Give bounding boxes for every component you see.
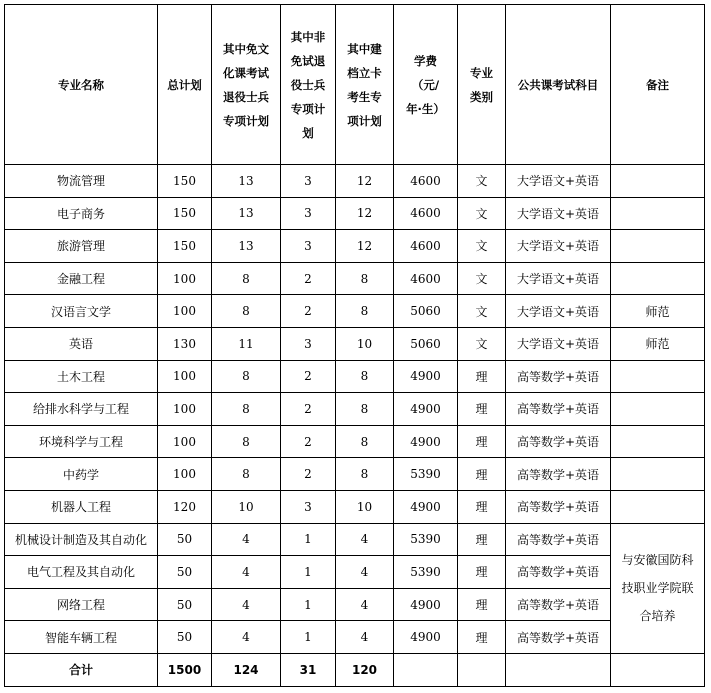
category-cell: 理 — [458, 458, 506, 491]
tuition-cell: 5060 — [394, 327, 458, 360]
nonexempt-plan-cell: 3 — [281, 165, 336, 198]
major-name-cell: 环境科学与工程 — [5, 425, 158, 458]
header-line: 其中免文 — [223, 41, 269, 56]
major-name-cell: 土木工程 — [5, 360, 158, 393]
tuition-cell: 4600 — [394, 165, 458, 198]
exempt-plan-cell: 4 — [212, 588, 281, 621]
tuition-cell: 4900 — [394, 393, 458, 426]
total-plan-cell: 150 — [158, 230, 212, 263]
category-cell: 文 — [458, 230, 506, 263]
total-plan-cell: 50 — [158, 588, 212, 621]
major-name-cell: 电气工程及其自动化 — [5, 556, 158, 589]
total-plan-cell: 100 — [158, 458, 212, 491]
tuition-cell: 5390 — [394, 458, 458, 491]
table-row — [5, 490, 705, 523]
card-plan-cell: 10 — [336, 327, 394, 360]
nonexempt-plan-cell: 2 — [281, 458, 336, 491]
exam-subjects-cell: 大学语文+英语 — [506, 197, 611, 230]
exempt-plan-cell: 13 — [212, 197, 281, 230]
header-exam-subjects: 公共课考试科目 — [506, 5, 611, 165]
nonexempt-plan-cell: 3 — [281, 327, 336, 360]
category-cell: 理 — [458, 556, 506, 589]
note-cell: 师范 — [611, 327, 705, 360]
total-plan-cell: 100 — [158, 425, 212, 458]
header-exempt-veteran-plan — [212, 5, 281, 165]
nonexempt-plan-cell: 3 — [281, 230, 336, 263]
exempt-plan-cell: 10 — [212, 490, 281, 523]
exempt-plan-cell: 8 — [212, 360, 281, 393]
joint-training-note-cell — [611, 523, 705, 653]
tuition-cell: 4600 — [394, 197, 458, 230]
category-cell: 文 — [458, 327, 506, 360]
nonexempt-plan-cell: 1 — [281, 588, 336, 621]
category-cell: 理 — [458, 588, 506, 621]
total-plan-cell: 50 — [158, 556, 212, 589]
exam-subjects-cell: 大学语文+英语 — [506, 262, 611, 295]
total-note-empty — [611, 653, 705, 686]
tuition-cell: 4900 — [394, 490, 458, 523]
major-name-cell: 旅游管理 — [5, 230, 158, 263]
exam-subjects-cell: 高等数学+英语 — [506, 490, 611, 523]
major-name-cell: 机器人工程 — [5, 490, 158, 523]
exempt-plan-cell: 8 — [212, 458, 281, 491]
card-plan-cell: 10 — [336, 490, 394, 523]
exam-subjects-cell: 高等数学+英语 — [506, 393, 611, 426]
card-plan-cell: 4 — [336, 556, 394, 589]
exempt-plan-cell: 8 — [212, 393, 281, 426]
exempt-plan-cell: 8 — [212, 295, 281, 328]
total-plan-cell: 50 — [158, 621, 212, 654]
note-cell — [611, 393, 705, 426]
exempt-plan-cell: 8 — [212, 262, 281, 295]
header-total-plan: 总计划 — [158, 5, 212, 165]
note-cell — [611, 490, 705, 523]
note-cell: 师范 — [611, 295, 705, 328]
tuition-cell: 4600 — [394, 230, 458, 263]
table-row — [5, 327, 705, 360]
category-cell: 理 — [458, 490, 506, 523]
exempt-plan-cell: 13 — [212, 165, 281, 198]
header-line: 免试退 — [290, 53, 326, 68]
table-row — [5, 523, 705, 556]
exempt-plan-cell: 4 — [212, 523, 281, 556]
category-cell: 理 — [458, 360, 506, 393]
table-row — [5, 458, 705, 491]
header-line: 项计划 — [347, 113, 382, 128]
exam-subjects-cell: 大学语文+英语 — [506, 327, 611, 360]
exam-subjects-cell: 大学语文+英语 — [506, 295, 611, 328]
table-row — [5, 197, 705, 230]
table-row — [5, 360, 705, 393]
table-row — [5, 425, 705, 458]
header-line: 类别 — [470, 89, 493, 104]
table-row — [5, 262, 705, 295]
total-plan-cell: 100 — [158, 393, 212, 426]
table-row — [5, 295, 705, 328]
total-card-sum: 120 — [336, 653, 394, 686]
total-plan-sum: 1500 — [158, 653, 212, 686]
header-line: 退役士兵 — [223, 89, 269, 104]
total-nonexempt-sum: 31 — [281, 653, 336, 686]
exam-subjects-cell: 高等数学+英语 — [506, 425, 611, 458]
enrollment-plan-table — [4, 4, 705, 687]
header-card-plan — [336, 5, 394, 165]
category-cell: 文 — [458, 295, 506, 328]
header-line: 专项计划 — [223, 113, 269, 128]
category-cell: 理 — [458, 621, 506, 654]
card-plan-cell: 12 — [336, 165, 394, 198]
header-line: 档立卡 — [347, 65, 382, 80]
header-line: 学费 — [414, 53, 437, 68]
total-row — [5, 653, 705, 686]
category-cell: 理 — [458, 393, 506, 426]
exam-subjects-cell: 高等数学+英语 — [506, 360, 611, 393]
exam-subjects-cell: 高等数学+英语 — [506, 621, 611, 654]
nonexempt-plan-cell: 3 — [281, 197, 336, 230]
nonexempt-plan-cell: 1 — [281, 556, 336, 589]
total-exempt-sum: 124 — [212, 653, 281, 686]
header-line: （元/ — [411, 77, 440, 92]
category-cell: 理 — [458, 425, 506, 458]
note-line: 与安徽国防科 — [621, 553, 694, 568]
major-name-cell: 电子商务 — [5, 197, 158, 230]
header-major-name: 专业名称 — [5, 5, 158, 165]
note-cell — [611, 165, 705, 198]
exempt-plan-cell: 13 — [212, 230, 281, 263]
note-cell — [611, 230, 705, 263]
header-line: 年·生） — [406, 101, 445, 116]
major-name-cell: 英语 — [5, 327, 158, 360]
tuition-cell: 4900 — [394, 425, 458, 458]
header-nonexempt-veteran-plan — [281, 5, 336, 165]
category-cell: 文 — [458, 197, 506, 230]
total-plan-cell: 150 — [158, 165, 212, 198]
major-name-cell: 给排水科学与工程 — [5, 393, 158, 426]
table-body — [5, 165, 705, 654]
exam-subjects-cell: 大学语文+英语 — [506, 230, 611, 263]
total-label: 合计 — [5, 653, 158, 686]
nonexempt-plan-cell: 3 — [281, 490, 336, 523]
total-fee-empty — [394, 653, 458, 686]
total-exam-empty — [506, 653, 611, 686]
nonexempt-plan-cell: 2 — [281, 295, 336, 328]
note-line: 合培养 — [639, 609, 676, 624]
tuition-cell: 4900 — [394, 360, 458, 393]
card-plan-cell: 12 — [336, 230, 394, 263]
table-row — [5, 230, 705, 263]
exempt-plan-cell: 11 — [212, 327, 281, 360]
nonexempt-plan-cell: 1 — [281, 621, 336, 654]
note-cell — [611, 197, 705, 230]
card-plan-cell: 8 — [336, 360, 394, 393]
total-plan-cell: 150 — [158, 197, 212, 230]
nonexempt-plan-cell: 2 — [281, 393, 336, 426]
card-plan-cell: 4 — [336, 621, 394, 654]
table-row — [5, 393, 705, 426]
major-name-cell: 智能车辆工程 — [5, 621, 158, 654]
table-row — [5, 165, 705, 198]
nonexempt-plan-cell: 2 — [281, 262, 336, 295]
header-note: 备注 — [611, 5, 705, 165]
card-plan-cell: 8 — [336, 425, 394, 458]
note-cell — [611, 458, 705, 491]
note-cell — [611, 425, 705, 458]
nonexempt-plan-cell: 1 — [281, 523, 336, 556]
header-line: 其中建 — [347, 41, 382, 56]
card-plan-cell: 8 — [336, 458, 394, 491]
card-plan-cell: 4 — [336, 523, 394, 556]
exam-subjects-cell: 高等数学+英语 — [506, 523, 611, 556]
category-cell: 文 — [458, 165, 506, 198]
exam-subjects-cell: 高等数学+英语 — [506, 556, 611, 589]
header-line: 役士兵 — [290, 77, 326, 92]
total-plan-cell: 50 — [158, 523, 212, 556]
major-name-cell: 机械设计制造及其自动化 — [5, 523, 158, 556]
card-plan-cell: 4 — [336, 588, 394, 621]
tuition-cell: 4600 — [394, 262, 458, 295]
major-name-cell: 金融工程 — [5, 262, 158, 295]
total-category-empty — [458, 653, 506, 686]
table-row — [5, 556, 705, 589]
header-line: 专业 — [470, 65, 493, 80]
header-line: 化课考试 — [223, 65, 269, 80]
header-line: 划 — [302, 125, 314, 140]
card-plan-cell: 12 — [336, 197, 394, 230]
header-tuition — [394, 5, 458, 165]
header-line: 考生专 — [347, 89, 382, 104]
tuition-cell: 5060 — [394, 295, 458, 328]
tuition-cell: 4900 — [394, 621, 458, 654]
tuition-cell: 5390 — [394, 523, 458, 556]
tuition-cell: 5390 — [394, 556, 458, 589]
total-plan-cell: 100 — [158, 360, 212, 393]
major-name-cell: 物流管理 — [5, 165, 158, 198]
note-cell — [611, 360, 705, 393]
major-name-cell: 汉语言文学 — [5, 295, 158, 328]
exam-subjects-cell: 高等数学+英语 — [506, 458, 611, 491]
tuition-cell: 4900 — [394, 588, 458, 621]
exam-subjects-cell: 高等数学+英语 — [506, 588, 611, 621]
total-plan-cell: 100 — [158, 262, 212, 295]
total-plan-cell: 130 — [158, 327, 212, 360]
card-plan-cell: 8 — [336, 295, 394, 328]
exam-subjects-cell: 大学语文+英语 — [506, 165, 611, 198]
category-cell: 文 — [458, 262, 506, 295]
table-row — [5, 588, 705, 621]
note-line: 技职业学院联 — [621, 581, 694, 596]
card-plan-cell: 8 — [336, 262, 394, 295]
header-major-category — [458, 5, 506, 165]
exempt-plan-cell: 4 — [212, 556, 281, 589]
major-name-cell: 中药学 — [5, 458, 158, 491]
nonexempt-plan-cell: 2 — [281, 425, 336, 458]
note-cell — [611, 262, 705, 295]
major-name-cell: 网络工程 — [5, 588, 158, 621]
table-row — [5, 621, 705, 654]
total-plan-cell: 120 — [158, 490, 212, 523]
nonexempt-plan-cell: 2 — [281, 360, 336, 393]
header-row — [5, 5, 705, 165]
header-line: 其中非 — [290, 29, 326, 44]
category-cell: 理 — [458, 523, 506, 556]
total-plan-cell: 100 — [158, 295, 212, 328]
exempt-plan-cell: 4 — [212, 621, 281, 654]
card-plan-cell: 8 — [336, 393, 394, 426]
header-line: 专项计 — [290, 101, 326, 116]
exempt-plan-cell: 8 — [212, 425, 281, 458]
